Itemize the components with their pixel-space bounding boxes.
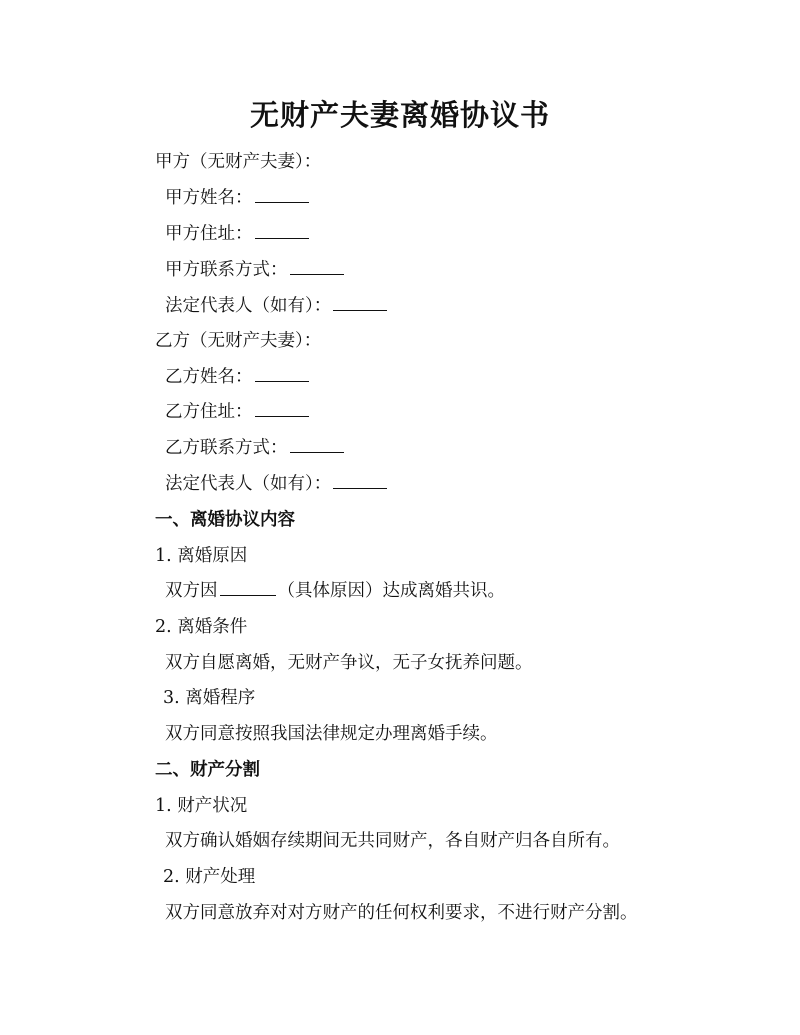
item-1-text-before: 双方因	[165, 581, 218, 601]
party-a-address-blank[interactable]	[255, 222, 309, 239]
party-a-contact-label: 甲方联系方式：	[165, 260, 288, 280]
party-a-rep-line	[165, 294, 387, 318]
document-title: 无财产夫妻离婚协议书	[249, 98, 550, 132]
party-b-header: 乙方（无财产夫妻）：	[155, 331, 322, 351]
party-b-contact-line	[165, 436, 344, 460]
party-a-rep-blank[interactable]	[333, 294, 387, 311]
party-b-rep-label: 法定代表人（如有）：	[165, 474, 332, 494]
party-a-name-blank[interactable]	[255, 186, 309, 203]
party-b-contact-label: 乙方联系方式：	[165, 438, 288, 458]
party-a-address-line	[165, 222, 309, 246]
party-b-rep-blank[interactable]	[333, 472, 387, 489]
section-2-item-1-title: 1. 财产状况	[155, 796, 248, 816]
party-a-address-label: 甲方住址：	[165, 224, 253, 244]
section-1-heading: 一、离婚协议内容	[155, 510, 295, 530]
party-b-name-label: 乙方姓名：	[165, 367, 253, 387]
party-b-address-blank[interactable]	[255, 400, 309, 417]
reason-blank[interactable]	[220, 579, 276, 596]
party-a-header: 甲方（无财产夫妻）：	[155, 152, 322, 172]
party-b-name-line	[165, 365, 309, 389]
party-a-contact-blank[interactable]	[290, 258, 344, 275]
party-a-rep-label: 法定代表人（如有）：	[165, 296, 332, 316]
section-2-item-2-title: 2. 财产处理	[163, 867, 256, 887]
party-a-name-label: 甲方姓名：	[165, 188, 253, 208]
party-b-address-line	[165, 400, 309, 424]
section-1-item-1-title: 1. 离婚原因	[155, 546, 248, 566]
section-1-item-3-title: 3. 离婚程序	[163, 688, 256, 708]
section-2-item-2-text: 双方同意放弃对对方财产的任何权利要求，不进行财产分割。	[165, 903, 638, 923]
section-2-heading: 二、财产分割	[155, 760, 260, 780]
party-b-contact-blank[interactable]	[290, 436, 344, 453]
party-b-rep-line	[165, 472, 387, 496]
section-1-item-2-title: 2. 离婚条件	[155, 617, 248, 637]
section-1-item-3-text: 双方同意按照我国法律规定办理离婚手续。	[165, 724, 498, 744]
party-b-address-label: 乙方住址：	[165, 402, 253, 422]
section-1-item-2-text: 双方自愿离婚，无财产争议，无子女抚养问题。	[165, 653, 533, 673]
section-2-item-1-text: 双方确认婚姻存续期间无共同财产，各自财产归各自所有。	[165, 831, 620, 851]
item-1-text-after: （具体原因）达成离婚共识。	[277, 581, 505, 601]
party-b-name-blank[interactable]	[255, 365, 309, 382]
party-a-contact-line	[165, 258, 344, 282]
party-a-name-line	[165, 186, 309, 210]
section-1-item-1-text	[165, 579, 505, 603]
